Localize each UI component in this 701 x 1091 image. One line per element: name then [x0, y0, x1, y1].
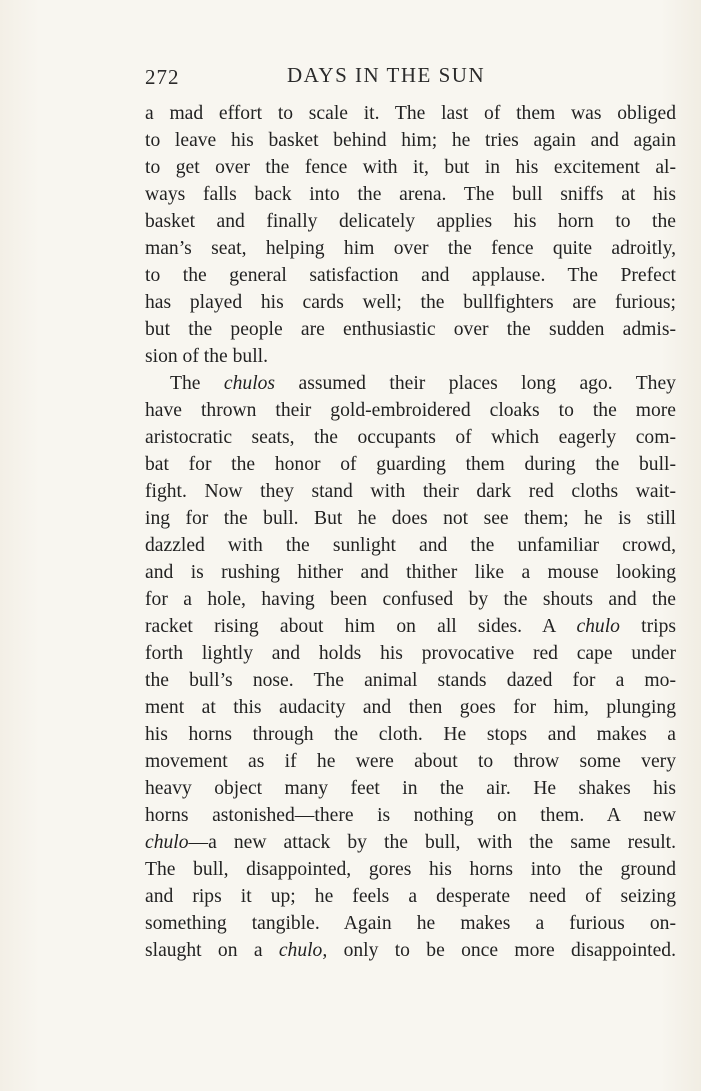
- italic-term: chulo: [145, 832, 189, 853]
- body-text: [145, 100, 676, 964]
- text-line: a mad effort to scale it. The last of them was obliged: [145, 103, 676, 124]
- text-line: racket rising about him on all sides. A chulo trips: [145, 616, 677, 637]
- text-line: slaught on a chulo, only to be once more disappointed.: [145, 940, 676, 961]
- text-line: fight. Now they stand with their dark red cloths wait-: [145, 481, 676, 502]
- text-line: to get over the fence with it, but in his excitement al-: [145, 157, 676, 178]
- text-line: but the people are enthusiastic over the sudden admis-: [145, 319, 676, 340]
- text-line: and is rushing hither and thither like a mouse looking: [145, 562, 676, 583]
- text-line: dazzled with the sunlight and the unfamiliar crowd,: [145, 535, 676, 556]
- text-line: his horns through the cloth. He stops and makes a: [145, 724, 676, 745]
- text-line: forth lightly and holds his provocative red cape under: [145, 643, 676, 664]
- italic-term: chulos: [223, 373, 276, 394]
- italic-term: chulo: [576, 616, 620, 637]
- text-line: something tangible. Again he makes a furious on-: [145, 913, 676, 934]
- text-line: heavy object many feet in the air. He shakes his: [145, 778, 676, 799]
- book-title: DAYS IN THE SUN: [287, 63, 486, 87]
- italic-term: chulo,: [278, 940, 328, 961]
- text-line: basket and finally delicately applies his horn to the: [145, 211, 676, 232]
- text-line: chulo—a new attack by the bull, with the same result.: [145, 832, 676, 853]
- page-number: 272: [145, 65, 180, 89]
- text-line: sion of the bull.: [145, 346, 268, 367]
- text-line: The chulos assumed their places long ago. They: [170, 373, 676, 394]
- text-line: horns astonished—there is nothing on them. A new: [145, 805, 676, 826]
- text-line: aristocratic seats, the occupants of which eagerly com-: [145, 427, 676, 448]
- text-line: ways falls back into the arena. The bull sniffs at his: [145, 184, 676, 205]
- text-line: man’s seat, helping him over the fence quite adroitly,: [145, 238, 676, 259]
- text-line: and rips it up; he feels a desperate need of seizing: [145, 886, 676, 907]
- text-line: the bull’s nose. The animal stands dazed for a mo-: [145, 670, 676, 691]
- text-line: has played his cards well; the bullfighters are furious;: [145, 292, 676, 313]
- text-line: ment at this audacity and then goes for him, plunging: [145, 697, 676, 718]
- text-line: to the general satisfaction and applause. The Prefect: [145, 265, 676, 286]
- text-line: bat for the honor of guarding them during the bull-: [145, 454, 676, 475]
- text-line: have thrown their gold-embroidered cloaks to the more: [145, 400, 676, 421]
- text-line: for a hole, having been confused by the shouts and the: [145, 589, 676, 610]
- text-line: ing for the bull. But he does not see them; he is still: [145, 508, 676, 529]
- text-line: movement as if he were about to throw some very: [145, 751, 676, 772]
- text-line: to leave his basket behind him; he tries again and again: [145, 130, 676, 151]
- running-head: [145, 63, 675, 93]
- text-line: The bull, disappointed, gores his horns into the ground: [145, 859, 676, 880]
